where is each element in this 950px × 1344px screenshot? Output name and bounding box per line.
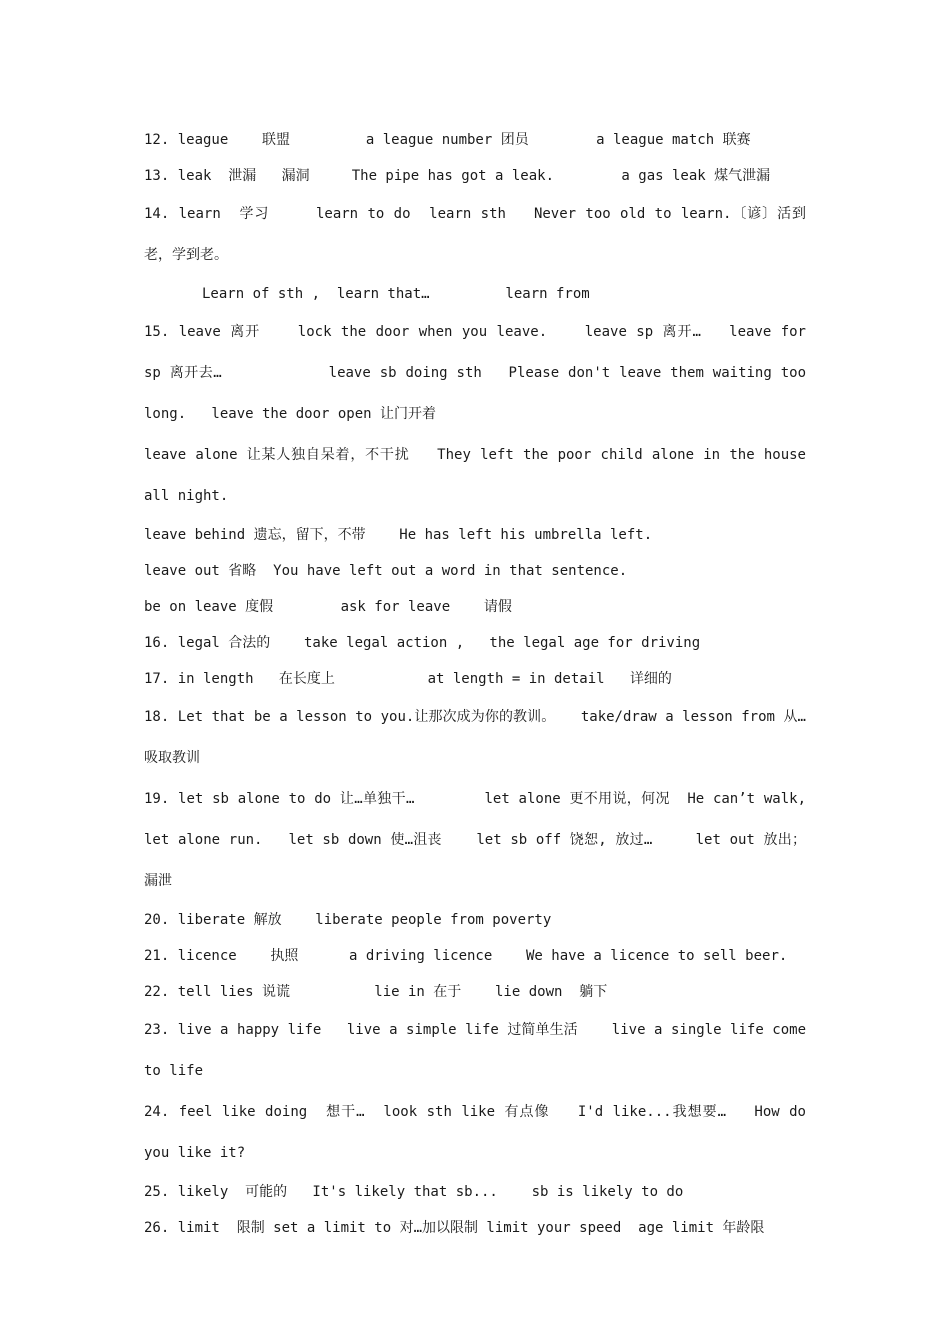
entry-20-liberate: 20. liberate 解放 liberate people from poverty [144,912,552,928]
entry-15-leave-alone: leave alone 让某人独自呆着，不干扰 They left the poor child alone in the house all night. [144,447,815,504]
entry-22-lie: 22. tell lies 说谎 lie in 在于 lie down 躺下 [144,984,608,1000]
entry-26-limit: 26. limit 限制 set a limit to 对…加以限制 limit your speed age limit 年龄限 [144,1220,765,1236]
entry-12-league: 12. league 联盟 a league number 团员 a league match 联赛 [144,132,751,148]
entry-14-learn-continued: Learn of sth , learn that… learn from [202,286,590,302]
entry-14-learn: 14. learn 学习 learn to do learn sth Never too old to learn.〔谚〕活到老，学到老。 [144,206,806,263]
entry-15-leave-behind: leave behind 遗忘，留下，不带 He has left his umbrella left. [144,527,653,543]
entry-18-lesson: 18. Let that be a lesson to you.让那次成为你的教训。 take/draw a lesson from 从…吸取教训 [144,709,806,766]
entry-17-length: 17. in length 在长度上 at length = in detail 详细的 [144,671,672,687]
entry-23-life: 23. live a happy life live a simple life 过简单生活 live a single life come to life [144,1022,815,1079]
entry-24-like: 24. feel like doing 想干… look sth like 有点像 I'd like...我想要… How do you like it? [144,1104,815,1161]
entry-13-leak: 13. leak 泄漏 漏洞 The pipe has got a leak. a gas leak 煤气泄漏 [144,168,771,184]
entry-21-licence: 21. licence 执照 a driving licence We have a licence to sell beer. [144,948,788,964]
entry-16-legal: 16. legal 合法的 take legal action , the legal age for driving [144,635,701,651]
entry-15-on-leave: be on leave 度假 ask for leave 请假 [144,599,512,615]
vocabulary-page [144,122,815,1246]
entry-25-likely: 25. likely 可能的 It's likely that sb... sb is likely to do [144,1184,684,1200]
entry-15-leave: 15. leave 离开 lock the door when you leave. leave sp 离开… leave for sp 离开去… leave sb doing sth Please don't leave them waiting too long. leave the door open 让门开着 [144,324,815,422]
entry-15-leave-out: leave out 省略 You have left out a word in that sentence. [144,563,628,579]
entry-19-let: 19. let sb alone to do 让…单独干… let alone 更不用说，何况 He can’t walk, let alone run. let sb down 使…沮丧 let sb off 饶恕, 放过… let out 放出；漏泄 [144,791,815,889]
